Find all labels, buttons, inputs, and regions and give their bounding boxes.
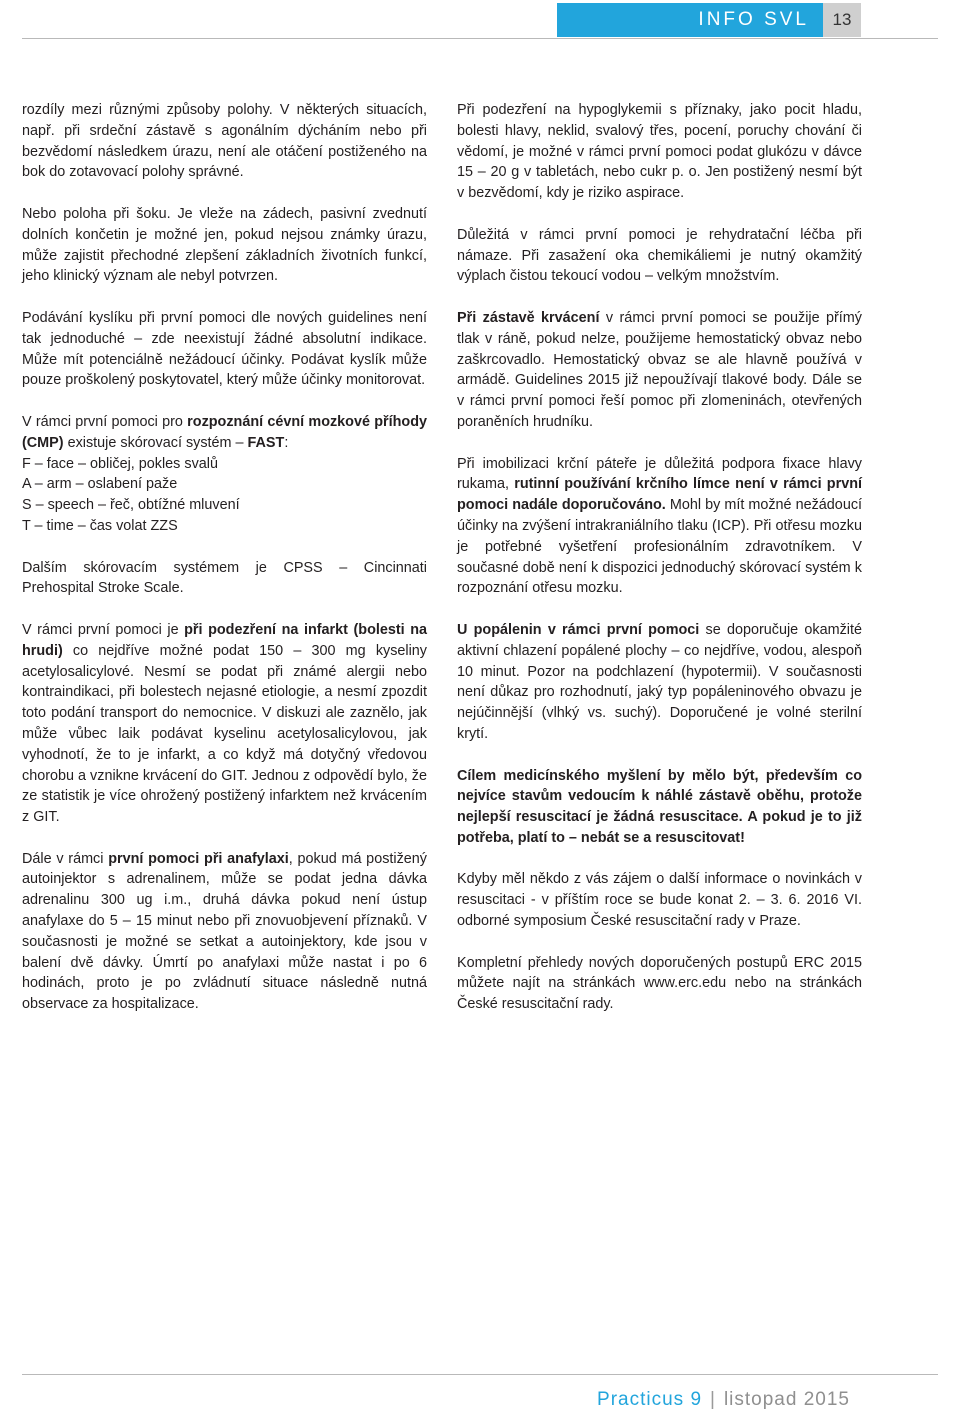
paragraph-anaphylaxis: Dále v rámci první pomoci při anafylaxi, pokud má postižený autoinjektor s adrenalinem, může se podat jedna dávka adrenalinu 300 ug i.m., druhá dávka pokud není ústup anafylaxe do 5 – 15 minut nebo při znovuobjevení příznaků. V současnosti je možné se setkat a autoinjektory, kde jsou v balení dvě dávky. Úmrtí po anafylaxi může nastat i po 6 hodinách, proto je po zvládnutí situace následně nutná observace za hospitalizace. (22, 850, 427, 1013)
paragraph-bleeding: Při zástavě krvácení v rámci první pomoci se použije přímý tlak v ráně, pokud nelze, použijeme hemostatický obvaz nebo zaškrcovadlo. Hemostatický obvaz se ale hlavně používá v armádě. Guidelines 2015 již nepoužívají tlakové body. Dále se v rámci první pomoci řeší pomoc při zlomeninách, otevřených poraněních hrudníku. (457, 309, 862, 430)
paragraph-spine: Při imobilizaci krční páteře je důležitá podpora fixace hlavy rukama, rutinní používání krčního límce není v rámci první pomoci nadále doporučováno. Mohl by mít možné nežádoucí účinky na zvýšení intrakraniálního tlaku (ICP). Při otřesu mozku je potřebné vyšetření profesionálním zdravotníkem. V současné době není k dispozici jednoduchý skórovací systém k rozpoznání otřesu mozku. (457, 455, 863, 597)
top-rule (22, 38, 938, 39)
paragraph-symposium: Kdyby měl někdo z vás zájem o další informace o novinkách v resuscitaci - v příštím roce se bude konat 2. – 3. 6. 2016 VI. odborné symposium České resuscitační rady v Praze. (457, 871, 862, 930)
paragraph-recovery-position: rozdíly mezi různými způsoby polohy. V některých situacích, např. při srdeční zástavě s agonálním dýcháním nebo při bezvědomí následkem úrazu, není ale otáčení postiženého na bok do zotavovací polohy správné. (22, 102, 427, 181)
left-column (22, 100, 427, 1036)
fast-t-line: T – time – čas volat ZZS (22, 517, 178, 534)
page-number: 13 (823, 3, 861, 37)
fast-s-line: S – speech – řeč, obtížné mluvení (22, 497, 240, 514)
right-column (457, 100, 862, 1036)
paragraph-infarct: V rámci první pomoci je při podezření na infarkt (bolesti na hrudi) co nejdříve možné podat 150 – 300 mg kyseliny acetylosalicylové. Nesmí se podat při známé alergii nebo kontraindikaci, při bolestech nejasné etiologie, a nesmí zpozdit toto podání transport do nemocnice. V diskuzi ale zaznělo, jak může vůbec laik podávat kyselinu acetylosalicylovou, jak vyhodnotí, že to je infarkt, a co když má dotyčný vředovou chorobu a vznikne krvácení do GIT. Jednou z odpovědí bylo, že ze statistik je více ohrožený postižený infarktem než krvácením z GIT. (22, 621, 427, 826)
paragraph-oxygen: Podávání kyslíku při první pomoci dle nových guidelines není tak jednoduché – zde neexistují žádné absolutní indikace. Může mít potenciálně nežádoucí účinky. Podávat kyslík může pouze proškolený poskytovatel, který může účinky monitorovat. (22, 309, 427, 389)
paragraph-hypoglycemia: Při podezření na hypoglykemii s příznaky, jako pocit hladu, bolesti hlavy, neklid, svalový třes, pocení, poruchy chování či vědomí, je možné v rámci první pomoci podat glukózu v dávce 15 – 20 g v tabletách, nebo cukr p. o. Jen postižený nesmí být v bezvědomí, kdy je riziko aspirace. (457, 102, 862, 202)
header-tab (557, 3, 861, 37)
bottom-rule (22, 1374, 938, 1375)
paragraph-burns: U popálenin v rámci první pomoci se doporučuje okamžité aktivní chlazení popálené plochy – co nejdříve, vodou, alespoň 10 minut. Pozor na podchlazení (hypotermii). V současnosti není důkaz pro rozhodnutí, jaký typ popáleninového obvazu je nejúčinnější (vlhký vs. suchý). Doporučené je volné sterilní krytí. (457, 621, 862, 742)
paragraph-stroke-fast: V rámci první pomoci pro rozpoznání cévní mozkové příhody (CMP) existuje skórovací systém – FAST: F – face – obličej, pokles svalů A – arm – oslabení paže S – speech – řeč, obtížné mluvení T – time – čas volat ZZS (22, 413, 427, 534)
issue-date: listopad 2015 (723, 1389, 850, 1410)
publication-name: Practicus 9 (597, 1389, 703, 1410)
section-title: INFO SVL (557, 3, 823, 37)
footer-separator: | (710, 1389, 716, 1410)
paragraph-erc-link: Kompletní přehledy nových doporučených postupů ERC 2015 můžete najít na stránkách www.erc.edu nebo na stránkách České resuscitační rady. (457, 954, 862, 1013)
paragraph-shock-position: Nebo poloha při šoku. Je vleže na zádech, pasivní zvednutí dolních končetin je možné jen, pokud nejsou známky úrazu, může zajistit přechodné zlepšení základních životních funkcí, jeho klinický význam ale nebyl potvrzen. (22, 205, 427, 285)
fast-f-line: F – face – obličej, pokles svalů (22, 455, 218, 472)
paragraph-cpss: Dalším skórovacím systémem je CPSS – Cincinnati Prehospital Stroke Scale. (22, 559, 427, 597)
footer (597, 1389, 850, 1411)
fast-a-line: A – arm – oslabení paže (22, 476, 178, 493)
paragraph-rehydration: Důležitá v rámci první pomoci je rehydratační léčba při námaze. Při zasažení oka chemikáliemi je nutný okamžitý výplach čistou tekoucí vodou – velkým množstvím. (457, 226, 862, 285)
paragraph-goal: Cílem medicínského myšlení by mělo být, především co nejvíce stavům vedoucím k náhlé zástavě oběhu, protože nejlepší resuscitací je žádná resuscitace. A pokud je to již potřeba, platí to – nebát se a resuscitovat! (457, 767, 862, 846)
